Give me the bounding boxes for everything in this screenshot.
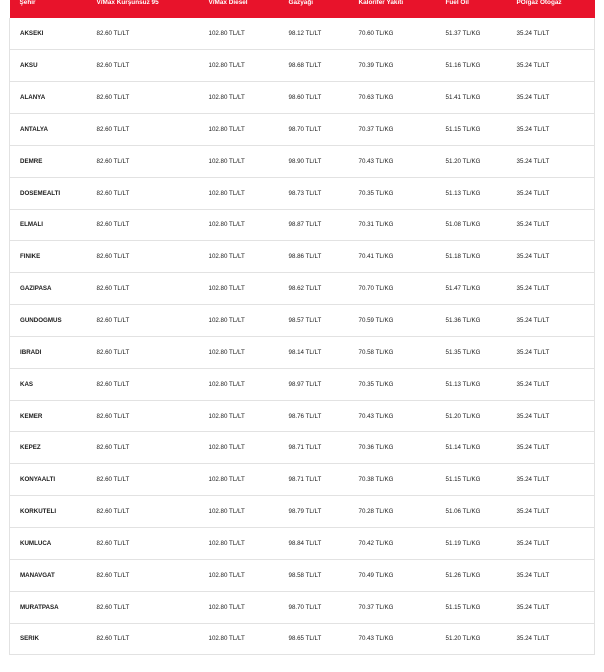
table-header (10, 0, 595, 18)
cell-kalorifer: 70.37 TL/KG (358, 125, 394, 133)
cell-otogaz: 35.24 TL/LT (516, 380, 550, 388)
cell-kalorifer: 70.60 TL/KG (358, 30, 394, 38)
cell-city: KEMER (20, 412, 43, 420)
cell-diesel: 102.80 TL/LT (208, 444, 245, 452)
table-row (10, 432, 595, 464)
table-row (10, 400, 595, 432)
cell-diesel: 102.80 TL/LT (208, 635, 245, 643)
cell-gazyagi: 98.70 TL/LT (288, 603, 322, 611)
table-row (10, 177, 595, 209)
cell-city: SERIK (20, 635, 39, 643)
cell-fuel-oil: 51.20 TL/KG (445, 157, 481, 165)
cell-otogaz: 35.24 TL/LT (516, 125, 550, 133)
cell-fuel-oil: 51.37 TL/KG (445, 30, 481, 38)
cell-otogaz: 35.24 TL/LT (516, 221, 550, 229)
cell-kursunsuz95: 82.60 TL/LT (96, 62, 130, 70)
cell-diesel: 102.80 TL/LT (208, 125, 245, 133)
cell-otogaz: 35.24 TL/LT (516, 189, 550, 197)
cell-otogaz: 35.24 TL/LT (516, 348, 550, 356)
cell-kursunsuz95: 82.60 TL/LT (96, 157, 130, 165)
cell-gazyagi: 98.76 TL/LT (288, 412, 322, 420)
cell-kalorifer: 70.59 TL/KG (358, 317, 394, 325)
table-row (10, 18, 595, 50)
column-header-diesel: V/Max Diesel (208, 0, 248, 6)
cell-otogaz: 35.24 TL/LT (516, 412, 550, 420)
table-row (10, 336, 595, 368)
cell-city: KUMLUCA (20, 539, 52, 547)
cell-kursunsuz95: 82.60 TL/LT (96, 380, 130, 388)
cell-gazyagi: 98.62 TL/LT (288, 285, 322, 293)
cell-gazyagi: 98.97 TL/LT (288, 380, 322, 388)
cell-gazyagi: 98.68 TL/LT (288, 62, 322, 70)
cell-diesel: 102.80 TL/LT (208, 476, 245, 484)
table-row (10, 114, 595, 146)
cell-kalorifer: 70.42 TL/KG (358, 539, 394, 547)
fuel-price-table-container (9, 0, 594, 655)
cell-otogaz: 35.24 TL/LT (516, 94, 550, 102)
cell-gazyagi: 98.86 TL/LT (288, 253, 322, 261)
cell-fuel-oil: 51.41 TL/KG (445, 94, 481, 102)
cell-gazyagi: 98.87 TL/LT (288, 221, 322, 229)
cell-kursunsuz95: 82.60 TL/LT (96, 94, 130, 102)
cell-otogaz: 35.24 TL/LT (516, 30, 550, 38)
cell-fuel-oil: 51.16 TL/KG (445, 62, 481, 70)
cell-kursunsuz95: 82.60 TL/LT (96, 253, 130, 261)
cell-diesel: 102.80 TL/LT (208, 317, 245, 325)
cell-kursunsuz95: 82.60 TL/LT (96, 539, 130, 547)
cell-fuel-oil: 51.36 TL/KG (445, 317, 481, 325)
cell-diesel: 102.80 TL/LT (208, 285, 245, 293)
cell-fuel-oil: 51.13 TL/KG (445, 380, 481, 388)
fuel-price-table (9, 0, 595, 655)
cell-kursunsuz95: 82.60 TL/LT (96, 412, 130, 420)
cell-diesel: 102.80 TL/LT (208, 157, 245, 165)
cell-kalorifer: 70.35 TL/KG (358, 189, 394, 197)
table-row (10, 559, 595, 591)
cell-diesel: 102.80 TL/LT (208, 253, 245, 261)
cell-city: KEPEZ (20, 444, 41, 452)
table-row (10, 464, 595, 496)
header-row (10, 0, 595, 18)
cell-fuel-oil: 51.35 TL/KG (445, 348, 481, 356)
cell-fuel-oil: 51.19 TL/KG (445, 539, 481, 547)
cell-kursunsuz95: 82.60 TL/LT (96, 221, 130, 229)
cell-otogaz: 35.24 TL/LT (516, 62, 550, 70)
table-row (10, 528, 595, 560)
cell-diesel: 102.80 TL/LT (208, 30, 245, 38)
cell-gazyagi: 98.57 TL/LT (288, 317, 322, 325)
cell-otogaz: 35.24 TL/LT (516, 476, 550, 484)
cell-city: GUNDOGMUS (20, 317, 62, 325)
cell-fuel-oil: 51.18 TL/KG (445, 253, 481, 261)
cell-gazyagi: 98.60 TL/LT (288, 94, 322, 102)
cell-kursunsuz95: 82.60 TL/LT (96, 317, 130, 325)
cell-kalorifer: 70.43 TL/KG (358, 635, 394, 643)
cell-otogaz: 35.24 TL/LT (516, 253, 550, 261)
cell-city: KORKUTELI (20, 508, 57, 516)
cell-kursunsuz95: 82.60 TL/LT (96, 444, 130, 452)
column-header-fuel-oil: Fuel Oil (445, 0, 469, 6)
cell-kalorifer: 70.28 TL/KG (358, 508, 394, 516)
cell-diesel: 102.80 TL/LT (208, 603, 245, 611)
cell-city: KONYAALTI (20, 476, 56, 484)
cell-diesel: 102.80 TL/LT (208, 508, 245, 516)
cell-diesel: 102.80 TL/LT (208, 62, 245, 70)
cell-gazyagi: 98.14 TL/LT (288, 348, 322, 356)
cell-kalorifer: 70.35 TL/KG (358, 380, 394, 388)
cell-otogaz: 35.24 TL/LT (516, 508, 550, 516)
table-row (10, 50, 595, 82)
table-row (10, 209, 595, 241)
cell-otogaz: 35.24 TL/LT (516, 635, 550, 643)
cell-otogaz: 35.24 TL/LT (516, 157, 550, 165)
cell-gazyagi: 98.58 TL/LT (288, 571, 322, 579)
cell-diesel: 102.80 TL/LT (208, 94, 245, 102)
cell-kalorifer: 70.43 TL/KG (358, 412, 394, 420)
cell-kursunsuz95: 82.60 TL/LT (96, 635, 130, 643)
cell-city: FINIKE (20, 253, 41, 261)
column-header-city: Şehir (19, 0, 36, 6)
cell-kursunsuz95: 82.60 TL/LT (96, 189, 130, 197)
column-header-kalorifer: Kalorifer Yakıtı (358, 0, 404, 6)
cell-gazyagi: 98.71 TL/LT (288, 476, 322, 484)
cell-kursunsuz95: 82.60 TL/LT (96, 508, 130, 516)
cell-gazyagi: 98.71 TL/LT (288, 444, 322, 452)
table-row (10, 591, 595, 623)
cell-city: MANAVGAT (20, 571, 55, 579)
table-row (10, 305, 595, 337)
cell-gazyagi: 98.84 TL/LT (288, 539, 322, 547)
cell-kalorifer: 70.58 TL/KG (358, 348, 394, 356)
table-body (10, 18, 595, 655)
cell-kalorifer: 70.37 TL/KG (358, 603, 394, 611)
cell-kalorifer: 70.41 TL/KG (358, 253, 394, 261)
table-row (10, 82, 595, 114)
cell-kalorifer: 70.49 TL/KG (358, 571, 394, 579)
cell-kalorifer: 70.31 TL/KG (358, 221, 394, 229)
cell-kalorifer: 70.36 TL/KG (358, 444, 394, 452)
cell-city: KAS (20, 380, 34, 388)
cell-gazyagi: 98.73 TL/LT (288, 189, 322, 197)
cell-fuel-oil: 51.15 TL/KG (445, 603, 481, 611)
table-row (10, 368, 595, 400)
cell-fuel-oil: 51.08 TL/KG (445, 221, 481, 229)
cell-diesel: 102.80 TL/LT (208, 380, 245, 388)
cell-gazyagi: 98.65 TL/LT (288, 635, 322, 643)
cell-city: MURATPASA (20, 603, 59, 611)
cell-gazyagi: 98.79 TL/LT (288, 508, 322, 516)
cell-city: ALANYA (20, 94, 46, 102)
cell-city: ANTALYA (20, 125, 48, 133)
cell-fuel-oil: 51.15 TL/KG (445, 125, 481, 133)
cell-fuel-oil: 51.06 TL/KG (445, 508, 481, 516)
cell-fuel-oil: 51.13 TL/KG (445, 189, 481, 197)
table-row (10, 273, 595, 305)
cell-kursunsuz95: 82.60 TL/LT (96, 476, 130, 484)
column-header-gazyagi: Gazyağı (288, 0, 314, 6)
cell-city: AKSU (20, 62, 38, 70)
cell-gazyagi: 98.70 TL/LT (288, 125, 322, 133)
table-row (10, 623, 595, 655)
column-header-otogaz: PO/gaz Otogaz (516, 0, 562, 6)
cell-fuel-oil: 51.20 TL/KG (445, 635, 481, 643)
cell-kalorifer: 70.38 TL/KG (358, 476, 394, 484)
cell-fuel-oil: 51.14 TL/KG (445, 444, 481, 452)
cell-diesel: 102.80 TL/LT (208, 412, 245, 420)
cell-city: ELMALI (20, 221, 44, 229)
cell-fuel-oil: 51.20 TL/KG (445, 412, 481, 420)
cell-kursunsuz95: 82.60 TL/LT (96, 603, 130, 611)
table-row (10, 241, 595, 273)
cell-otogaz: 35.24 TL/LT (516, 539, 550, 547)
cell-city: AKSEKI (20, 30, 44, 38)
cell-kursunsuz95: 82.60 TL/LT (96, 30, 130, 38)
cell-gazyagi: 98.12 TL/LT (288, 30, 322, 38)
cell-kursunsuz95: 82.60 TL/LT (96, 348, 130, 356)
cell-diesel: 102.80 TL/LT (208, 189, 245, 197)
cell-city: DEMRE (20, 157, 43, 165)
table-row (10, 496, 595, 528)
cell-otogaz: 35.24 TL/LT (516, 285, 550, 293)
cell-city: IBRADI (20, 348, 42, 356)
cell-otogaz: 35.24 TL/LT (516, 571, 550, 579)
cell-kalorifer: 70.39 TL/KG (358, 62, 394, 70)
cell-diesel: 102.80 TL/LT (208, 348, 245, 356)
column-header-kursunsuz95: V/Max Kurşunsuz 95 (96, 0, 159, 6)
cell-diesel: 102.80 TL/LT (208, 571, 245, 579)
cell-diesel: 102.80 TL/LT (208, 539, 245, 547)
cell-city: DOSEMEALTI (20, 189, 61, 197)
cell-kalorifer: 70.43 TL/KG (358, 157, 394, 165)
cell-kalorifer: 70.70 TL/KG (358, 285, 394, 293)
cell-otogaz: 35.24 TL/LT (516, 603, 550, 611)
cell-diesel: 102.80 TL/LT (208, 221, 245, 229)
cell-otogaz: 35.24 TL/LT (516, 317, 550, 325)
cell-kalorifer: 70.63 TL/KG (358, 94, 394, 102)
cell-kursunsuz95: 82.60 TL/LT (96, 571, 130, 579)
cell-kursunsuz95: 82.60 TL/LT (96, 125, 130, 133)
cell-city: GAZIPASA (20, 285, 52, 293)
cell-otogaz: 35.24 TL/LT (516, 444, 550, 452)
cell-gazyagi: 98.90 TL/LT (288, 157, 322, 165)
table-row (10, 145, 595, 177)
cell-fuel-oil: 51.47 TL/KG (445, 285, 481, 293)
cell-fuel-oil: 51.15 TL/KG (445, 476, 481, 484)
cell-kursunsuz95: 82.60 TL/LT (96, 285, 130, 293)
cell-fuel-oil: 51.26 TL/KG (445, 571, 481, 579)
